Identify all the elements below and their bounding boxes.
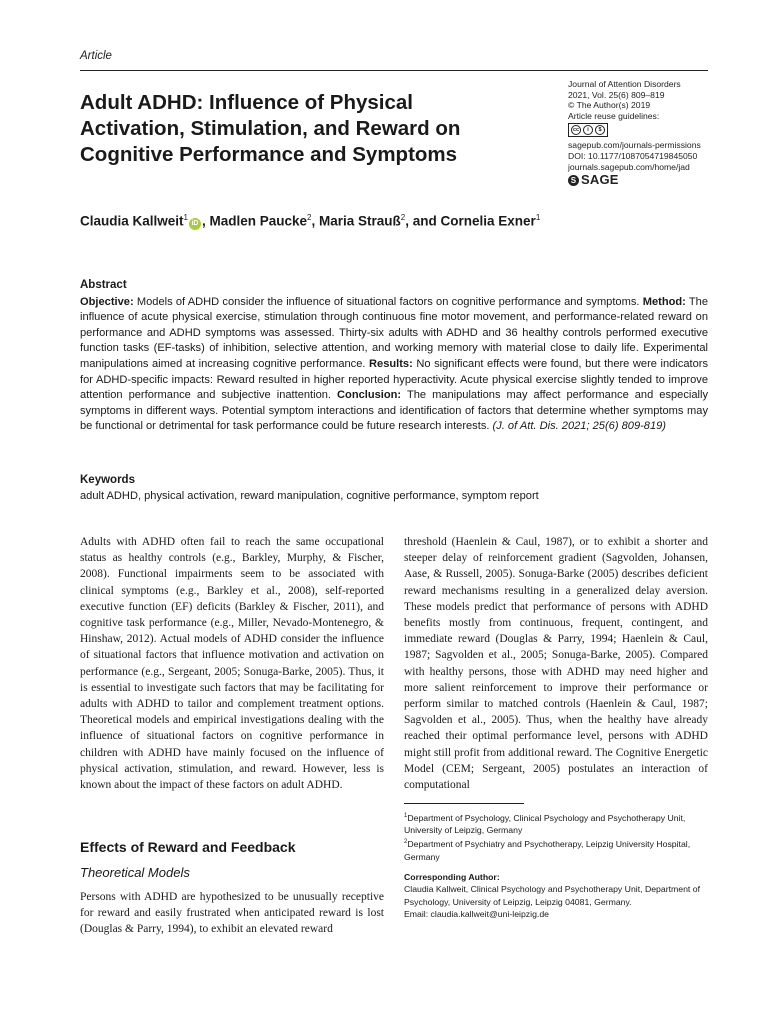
author-affiliation: 1 (183, 213, 188, 222)
cc-license-icon (568, 123, 608, 137)
author-list: Claudia Kallweit$^1$iD , Madlen Paucke$^2$, Maria Strauß$^2$, and Cornelia Exner$^1$ (80, 213, 541, 229)
author-name: Maria Strauß (319, 213, 401, 229)
author-name: Claudia Kallweit (80, 213, 184, 229)
citation: (J. of Att. Dis. 2021; 25(6) 809-819) (492, 420, 667, 433)
title-line: Adult ADHD: Influence of Physical (80, 91, 413, 114)
author-affiliation: 2 (400, 213, 406, 222)
abstract-heading: Abstract (80, 279, 127, 291)
body-paragraph: Persons with ADHD are hypothesized to be unusually receptive for reward and easily frustrated when anticipated reward is lost (Douglas & Parry, 1994), to exhibit an elevated reward (80, 891, 384, 936)
corresponding-author-heading: Corresponding Author: (404, 871, 500, 882)
reuse-guidelines: Article reuse guidelines: (568, 110, 660, 121)
header-divider (80, 70, 708, 71)
email-link[interactable]: Email: claudia.kallweit@uni-leipzig.de (404, 908, 549, 919)
author-affiliation: 2 (307, 213, 312, 222)
author-name: Madlen Paucke (209, 213, 308, 229)
journal-volume: 2021, Vol. 25(6) 809–819 (568, 89, 665, 100)
footnote-divider (404, 803, 524, 804)
sage-logo (568, 172, 728, 188)
abstract (80, 278, 708, 435)
article-type-label: Article (80, 50, 112, 62)
nc-icon: $ (595, 125, 605, 135)
by-icon: i (583, 125, 593, 135)
corresponding-author-text: Claudia Kallweit, Clinical Psychology and Psychotherapy Unit, Department of Psychology, University of Leipzig, Leipzig 04081, Germany. (404, 884, 701, 907)
publisher-name: SAGE (581, 172, 619, 188)
abstract-body (80, 295, 708, 435)
footnotes (404, 810, 708, 920)
objective-text: Models of ADHD consider the influence of situational factors on cognitive performance and symptoms. (133, 295, 643, 308)
objective-label: Objective: (80, 295, 134, 308)
orcid-icon[interactable]: iD (189, 218, 201, 230)
permissions-link[interactable]: sagepub.com/journals-permissions (568, 140, 701, 151)
footnote-number: 1 (404, 813, 408, 819)
body-paragraph: threshold (Haenlein & Caul, 1987), or to exhibit a shorter and steeper delay of reinforcement gradient (Sagvolden, Johansen, Aase, & Russell, 2005). Sonuga-Barke (2005) describes deficient reward mechanisms resulting in a generalized delay aversion. These models predict that performance of persons with ADHD benefits mostly from continuous, frequent, contingent, and immediate reward (Douglas & Parry, 1994; Haenlein & Caul, 1987; Sagvolden et al., 2005; Sonuga-Barke, 2005). Compared with healthy persons, those with ADHD may need higher and more salient reinforcement to improve their performance or perform similar to matched controls (Haenlein & Caul, 1987; Sagvolden et al., 2005). Thus, when the healthy have already reached their optimal performance level, persons with ADHD might still profit from additional reward. The Cognitive Energetic Model (CEM; Sergeant, 2005) postulates an interaction of computational (404, 536, 708, 792)
footnote-text: Department of Psychiatry and Psychotherapy, Leipzig University Hospital, Germany (404, 839, 691, 862)
author-name: Cornelia Exner (440, 213, 536, 229)
results-label: Results: (369, 357, 413, 370)
keywords-heading: Keywords (80, 474, 135, 486)
conclusion-text: The manipulations may affect performance and especially symptoms in different ways. Potential symptom interactions and identification of factors that determine whether symptoms may be functional or detrimental for task performance could be future research interests. (80, 389, 708, 433)
keywords-text: adult ADHD, physical activation, reward manipulation, cognitive performance, symptom report (80, 489, 539, 502)
footnote-number: 2 (404, 839, 408, 846)
title-line: Activation, Stimulation, and Reward on (80, 117, 461, 140)
affiliation-note (404, 810, 708, 836)
footnote-text: Department of Psychology, Clinical Psychology and Psychotherapy Unit, University of Leipzig, Germany (404, 812, 686, 836)
affiliation-note (404, 836, 708, 862)
doi[interactable]: DOI: 10.1177/1087054719845050 (568, 150, 698, 161)
journal-link[interactable]: journals.sagepub.com/home/jad (568, 161, 690, 172)
section-heading: Effects of Reward and Feedback (80, 839, 296, 855)
method-label: Method: (642, 295, 686, 308)
journal-info (568, 79, 728, 186)
cc-icon: cc (572, 127, 580, 134)
journal-name: Journal of Attention Disorders (568, 79, 681, 89)
author-affiliation: 1 (535, 213, 541, 222)
body-paragraph: Adults with ADHD often fail to reach the same occupational status as healthy controls (e.g., Barkley, Murphy, & Fischer, 2008). Functional impairments seem to be associated with clinical symptoms (e.g., Barkley et al., 2008), self-reported executive function (EF) deficits (Barkley & Fischer, 2011), and cognitive task performance (e.g., Miller, Nevado-Montenegro, & Hinshaw, 2012). Actual models of ADHD consider the influence of situational factors that influence motivation and activation on performance (e.g., Sergeant, 2005; Sonuga-Barke, 2005). Thus, it is essential to investigate such factors that may be facilitating for adults with ADHD to tailor and complement treatment options. Theoretical models and empirical investigations dealing with the influence of situational factors on cognitive performance in children with ADHD have mainly focused on the influence of physical activation, stimulation, and reward. However, less is known about the impact of these factors on adult ADHD. (80, 536, 384, 792)
paper-title (80, 90, 550, 168)
method-text: The influence of acute physical exercise, stimulation through continuous fine motor movement, and performance-related reward on performance and ADHD symptoms was assessed. Thirty-six adults with ADHD and 36 healthy controls performed executive function tasks (EF-tasks) of inhibition, selective attention, and working memory with material close to daily life. Experimental manipulations aimed at increasing cognitive performance. (80, 295, 709, 370)
results-text: No significant effects were found, but there were indicators for ADHD-specific impacts: Reward resulted in higher reported hyperactivity. Acute physical exercise slightly tended to improve attention performance and subjective inattention. (80, 357, 709, 402)
title-line: Cognitive Performance and Symptoms (80, 143, 458, 166)
sage-logo-icon: S (568, 175, 579, 186)
copyright: © The Author(s) 2019 (568, 100, 651, 111)
subsection-heading: Theoretical Models (80, 865, 190, 880)
conclusion-label: Conclusion: (337, 389, 402, 402)
keywords (80, 473, 708, 504)
